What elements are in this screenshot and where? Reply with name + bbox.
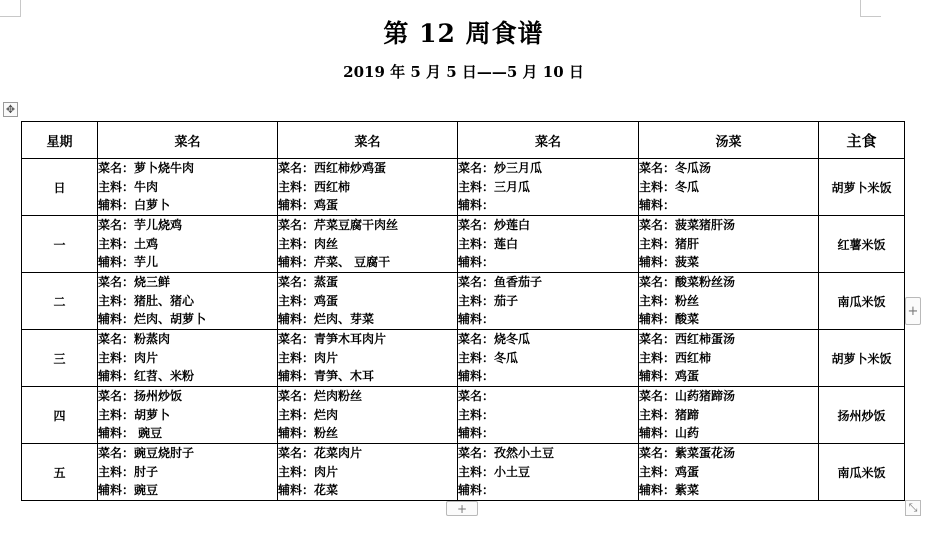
aux-ingredient-line: 辅料：酸菜 [639, 312, 700, 327]
dish-1-cell[interactable] [98, 330, 278, 387]
dish-name-line: 菜名：紫菜蛋花汤 [639, 446, 736, 461]
dish-3-cell[interactable] [458, 273, 639, 330]
main-ingredient-line: 主料：三月瓜 [458, 179, 531, 194]
main-ingredient-line: 主料：肉丝 [278, 236, 339, 251]
main-ingredient-line: 主料：猪肚、猪心 [98, 293, 195, 308]
dish-name-line: 菜名：烧三鲜 [98, 275, 171, 290]
day-cell[interactable]: 日 [22, 159, 98, 216]
aux-ingredient-line: 辅料：烂肉、芽菜 [278, 312, 375, 327]
main-ingredient-line: 主料：肉片 [278, 350, 339, 365]
main-ingredient-line: 主料：冬瓜 [458, 350, 519, 365]
table-header-row [22, 122, 905, 159]
dish-name-line: 菜名：酸菜粉丝汤 [639, 275, 736, 290]
main-ingredient-line: 主料：鸡蛋 [278, 293, 339, 308]
dish-1-cell[interactable] [98, 273, 278, 330]
day-cell[interactable]: 四 [22, 387, 98, 444]
dish-name-line: 菜名：西红柿蛋汤 [639, 332, 736, 347]
add-column-button[interactable]: + [905, 297, 921, 325]
dish-name-line: 菜名：山药猪蹄汤 [639, 389, 736, 404]
soup-cell[interactable] [639, 444, 819, 501]
dish-name-line: 菜名：西红柿炒鸡蛋 [278, 161, 387, 176]
main-ingredient-line: 主料：鸡蛋 [639, 464, 700, 479]
dish-name-line: 菜名：青笋木耳肉片 [278, 332, 387, 347]
main-ingredient-line: 主料：烂肉 [278, 407, 339, 422]
soup-cell[interactable] [639, 387, 819, 444]
aux-ingredient-line: 辅料： [458, 483, 495, 498]
aux-ingredient-line: 辅料：青笋、木耳 [278, 369, 375, 384]
day-cell[interactable]: 一 [22, 216, 98, 273]
main-ingredient-line: 主料：茄子 [458, 293, 519, 308]
dish-2-cell[interactable] [278, 159, 458, 216]
staple-cell[interactable]: 扬州炒饭 [819, 387, 905, 444]
dish-name-line: 菜名：烂肉粉丝 [278, 389, 363, 404]
header-dish-2: 菜名 [278, 122, 458, 159]
aux-ingredient-line: 辅料： [458, 255, 495, 270]
header-dish-1: 菜名 [98, 122, 278, 159]
main-ingredient-line: 主料：肉片 [278, 464, 339, 479]
aux-ingredient-line: 辅料：红苕、米粉 [98, 369, 195, 384]
table-resize-handle-icon[interactable]: ⤡ [905, 500, 921, 516]
dish-name-line: 菜名：粉蒸肉 [98, 332, 171, 347]
dish-name-line: 菜名：扬州炒饭 [98, 389, 183, 404]
aux-ingredient-line: 辅料：芋儿 [98, 255, 159, 270]
dish-name-line: 菜名：菠菜猪肝汤 [639, 218, 736, 233]
staple-cell[interactable]: 南瓜米饭 [819, 444, 905, 501]
table-row [22, 216, 905, 273]
staple-cell[interactable]: 红薯米饭 [819, 216, 905, 273]
add-row-button[interactable]: + [446, 501, 478, 516]
aux-ingredient-line: 辅料：芹菜、 豆腐干 [278, 255, 391, 270]
dish-name-line: 菜名：炒莲白 [458, 218, 531, 233]
header-dish-3: 菜名 [458, 122, 639, 159]
main-ingredient-line: 主料：土鸡 [98, 236, 159, 251]
aux-ingredient-line: 辅料：山药 [639, 426, 700, 441]
main-ingredient-line: 主料：胡萝卜 [98, 407, 171, 422]
aux-ingredient-line: 辅料：白萝卜 [98, 198, 171, 213]
day-cell[interactable]: 五 [22, 444, 98, 501]
dish-name-line: 菜名：鱼香茄子 [458, 275, 543, 290]
dish-name-line: 菜名：豌豆烧肘子 [98, 446, 195, 461]
main-ingredient-line: 主料：粉丝 [639, 293, 700, 308]
aux-ingredient-line: 辅料：鸡蛋 [278, 198, 339, 213]
dish-2-cell[interactable] [278, 330, 458, 387]
dish-name-line: 菜名： [458, 389, 495, 404]
table-row [22, 159, 905, 216]
staple-cell[interactable]: 胡萝卜米饭 [819, 159, 905, 216]
dish-3-cell[interactable] [458, 216, 639, 273]
header-soup: 汤菜 [639, 122, 819, 159]
main-ingredient-line: 主料：西红柿 [278, 179, 351, 194]
soup-cell[interactable] [639, 273, 819, 330]
dish-name-line: 菜名：冬瓜汤 [639, 161, 712, 176]
dish-name-line: 菜名：蒸蛋 [278, 275, 339, 290]
aux-ingredient-line: 辅料： [458, 426, 495, 441]
main-ingredient-line: 主料：肘子 [98, 464, 159, 479]
main-ingredient-line: 主料：小土豆 [458, 464, 531, 479]
staple-cell[interactable]: 胡萝卜米饭 [819, 330, 905, 387]
aux-ingredient-line: 辅料：烂肉、胡萝卜 [98, 312, 207, 327]
document-date-range: 2019 年 5 月 5 日——5 月 10 日 [343, 63, 584, 81]
dish-3-cell[interactable] [458, 159, 639, 216]
document-title: 第 12 周食谱 [383, 19, 544, 48]
aux-ingredient-line: 辅料：紫菜 [639, 483, 700, 498]
aux-ingredient-line: 辅料： [458, 312, 495, 327]
main-ingredient-line: 主料：肉片 [98, 350, 159, 365]
dish-name-line: 菜名：花菜肉片 [278, 446, 363, 461]
aux-ingredient-line: 辅料： 豌豆 [98, 426, 163, 441]
soup-cell[interactable] [639, 216, 819, 273]
main-ingredient-line: 主料： [458, 407, 495, 422]
dish-2-cell[interactable] [278, 273, 458, 330]
day-cell[interactable]: 三 [22, 330, 98, 387]
header-staple: 主食 [819, 122, 905, 159]
table-row [22, 330, 905, 387]
main-ingredient-line: 主料：牛肉 [98, 179, 159, 194]
main-ingredient-line: 主料：莲白 [458, 236, 519, 251]
soup-cell[interactable] [639, 159, 819, 216]
aux-ingredient-line: 辅料： [458, 198, 495, 213]
soup-cell[interactable] [639, 330, 819, 387]
dish-3-cell[interactable] [458, 444, 639, 501]
dish-name-line: 菜名：烧冬瓜 [458, 332, 531, 347]
weekly-menu-table [21, 121, 905, 501]
aux-ingredient-line: 辅料：菠菜 [639, 255, 700, 270]
dish-1-cell[interactable] [98, 216, 278, 273]
aux-ingredient-line: 辅料：豌豆 [98, 483, 159, 498]
dish-name-line: 菜名：孜然小土豆 [458, 446, 555, 461]
aux-ingredient-line: 辅料： [458, 369, 495, 384]
table-row [22, 444, 905, 501]
dish-2-cell[interactable] [278, 216, 458, 273]
day-cell[interactable]: 二 [22, 273, 98, 330]
dish-2-cell[interactable] [278, 387, 458, 444]
aux-ingredient-line: 辅料： [639, 198, 676, 213]
dish-name-line: 菜名：芋儿烧鸡 [98, 218, 183, 233]
dish-3-cell[interactable] [458, 330, 639, 387]
dish-name-line: 菜名：芹菜豆腐干肉丝 [278, 218, 399, 233]
dish-1-cell[interactable] [98, 159, 278, 216]
header-day: 星期 [22, 122, 98, 159]
main-ingredient-line: 主料：猪蹄 [639, 407, 700, 422]
staple-cell[interactable]: 南瓜米饭 [819, 273, 905, 330]
table-row [22, 387, 905, 444]
aux-ingredient-line: 辅料：花菜 [278, 483, 339, 498]
table-row [22, 273, 905, 330]
dish-name-line: 菜名：萝卜烧牛肉 [98, 161, 195, 176]
table-move-handle-icon[interactable]: ✥ [3, 102, 18, 117]
aux-ingredient-line: 辅料：鸡蛋 [639, 369, 700, 384]
dish-name-line: 菜名：炒三月瓜 [458, 161, 543, 176]
main-ingredient-line: 主料：西红柿 [639, 350, 712, 365]
main-ingredient-line: 主料：猪肝 [639, 236, 700, 251]
dish-1-cell[interactable] [98, 444, 278, 501]
dish-1-cell[interactable] [98, 387, 278, 444]
aux-ingredient-line: 辅料：粉丝 [278, 426, 339, 441]
main-ingredient-line: 主料：冬瓜 [639, 179, 700, 194]
dish-3-cell[interactable] [458, 387, 639, 444]
dish-2-cell[interactable] [278, 444, 458, 501]
